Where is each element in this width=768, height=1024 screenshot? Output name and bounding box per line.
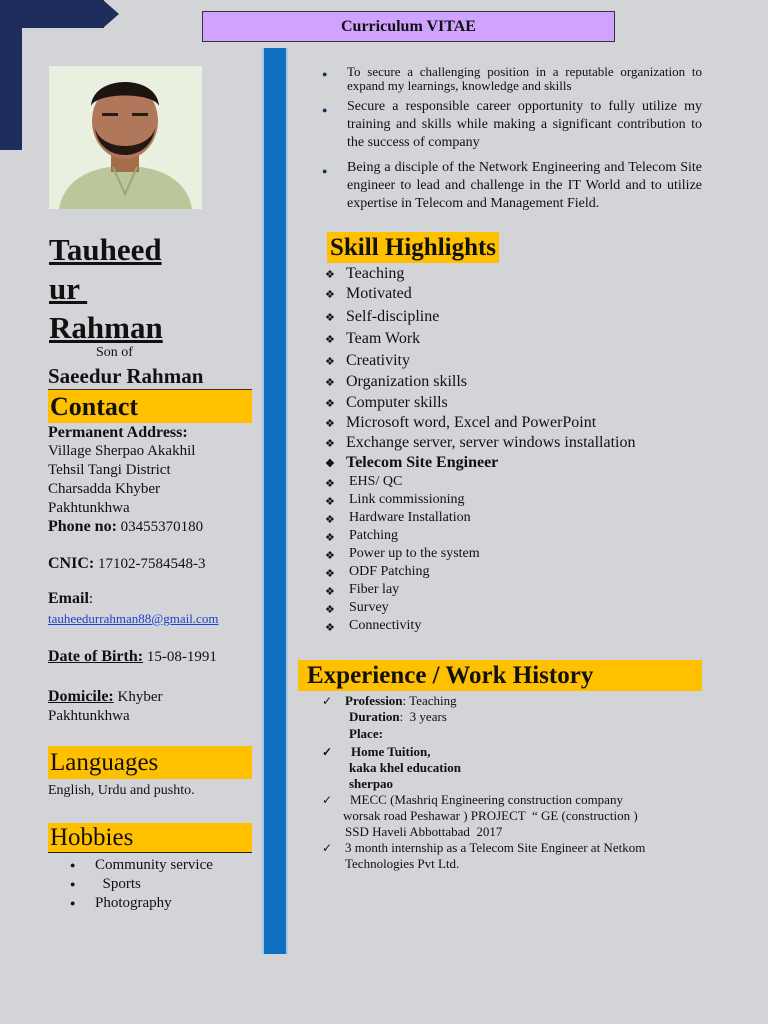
- address-line: Pakhtunkhwa: [48, 500, 130, 516]
- telecom-skill-item: ❖ Survey: [325, 600, 636, 618]
- address-line: Tehsil Tangi District: [48, 462, 171, 478]
- telecom-skill-item: ❖ ODF Patching: [325, 564, 636, 582]
- skill-item: ❖ Motivated: [325, 285, 636, 308]
- corner-arrow-tip: [103, 0, 119, 28]
- skill-item: ❖ Microsoft word, Excel and PowerPoint: [325, 414, 636, 434]
- vertical-divider: [262, 48, 288, 954]
- skill-item: ❖ Creativity: [325, 352, 636, 373]
- skill-item: ❖ Self-discipline: [325, 308, 636, 330]
- address-line: Charsadda Khyber: [48, 481, 161, 497]
- address-block: [48, 423, 195, 518]
- name-line-1: Tauheed: [49, 232, 162, 267]
- telecom-skill-item: ❖ Fiber lay: [325, 582, 636, 600]
- experience-heading: Experience / Work History: [298, 660, 702, 691]
- telecom-heading: ❖ Telecom Site Engineer: [325, 454, 636, 474]
- hobby-item: ● Sports: [70, 875, 213, 894]
- hobbies-heading: Hobbies: [48, 823, 252, 853]
- duration-label: Duration: [349, 709, 400, 724]
- telecom-skill-item: ❖ EHS/ QC: [325, 474, 636, 492]
- name-line-3: Rahman: [49, 310, 163, 345]
- name-line-2: ur: [49, 271, 88, 306]
- cnic-value: 17102-7584548-3: [94, 556, 206, 572]
- address-label: Permanent Address:: [48, 424, 188, 441]
- hobby-item: ● Photography: [70, 894, 213, 913]
- objective-item: ● To secure a challenging position in a reputable organization to expand my learnings, knowledge and skills: [322, 64, 702, 93]
- experience-item-teaching: [322, 693, 702, 742]
- contact-heading: Contact: [48, 390, 252, 423]
- telecom-skill-item: ❖ Connectivity: [325, 618, 636, 636]
- objectives-list: [322, 64, 702, 213]
- tuition-line: ✓ Home Tuition,: [351, 744, 431, 759]
- cnic-row: [48, 554, 205, 574]
- domicile-block: [48, 687, 163, 726]
- corner-decoration-horizontal: [0, 0, 104, 28]
- experience-list: [322, 693, 702, 872]
- mecc-line: SSD Haveli Abbottabad 2017: [345, 824, 503, 839]
- telecom-skill-item: ❖ Link commissioning: [325, 492, 636, 510]
- skill-item: ❖ Team Work: [325, 330, 636, 352]
- address-line: Village Sherpao Akakhil: [48, 443, 196, 459]
- dob-row: [48, 647, 217, 667]
- languages-text: English, Urdu and pushto.: [48, 783, 195, 798]
- profession-value: : Teaching: [402, 693, 457, 708]
- phone-row: [48, 517, 203, 537]
- place-label: Place:: [349, 726, 383, 741]
- phone-label: Phone no:: [48, 518, 117, 535]
- cnic-label: CNIC:: [48, 555, 95, 572]
- objective-item: ● Being a disciple of the Network Engineering and Telecom Site engineer to lead and challenge in the IT World and to utilize expertise in Telecom and Management Field.: [322, 159, 702, 213]
- email-link[interactable]: tauheedurrahman88@gmail.com: [48, 611, 219, 626]
- skill-item: ❖ Teaching: [325, 265, 636, 285]
- hobbies-list: [70, 856, 213, 913]
- profession-label: Profession: [345, 693, 403, 708]
- skills-heading: Skill Highlights: [327, 232, 499, 263]
- intern-line: Technologies Pvt Ltd.: [345, 856, 460, 871]
- experience-item-mecc: [322, 792, 702, 840]
- dob-label: Date of Birth:: [48, 648, 144, 665]
- skill-item: ❖ Organization skills: [325, 373, 636, 394]
- domicile-label: Domicile:: [48, 688, 114, 705]
- hobby-item: ● Community service: [70, 856, 213, 875]
- email-label: Email: [48, 590, 89, 607]
- languages-heading: Languages: [48, 746, 252, 779]
- tuition-line: kaka khel education: [349, 760, 461, 775]
- duration-value: : 3 years: [399, 709, 447, 724]
- candidate-name: [49, 230, 163, 347]
- mecc-line: worsak road Peshawar ) PROJECT “ GE (construction ): [343, 808, 638, 823]
- email-block: [48, 589, 218, 629]
- experience-item-tuition: [322, 744, 702, 792]
- domicile-value: Khyber: [113, 689, 163, 705]
- cv-title: Curriculum VITAE: [202, 11, 615, 42]
- mecc-line: ✓ MECC (Mashriq Engineering construction company: [350, 792, 623, 807]
- email-colon: :: [88, 591, 94, 607]
- objective-item: ● Secure a responsible career opportunity to fully utilize my training and skills while making a significant contribution to the success of company: [322, 98, 702, 152]
- telecom-skill-item: ❖ Power up to the system: [325, 546, 636, 564]
- telecom-skill-item: ❖ Hardware Installation: [325, 510, 636, 528]
- son-of-label: Son of: [96, 345, 133, 360]
- profile-photo: [49, 66, 202, 209]
- experience-item-internship: [322, 840, 702, 872]
- skill-item: ❖ Computer skills: [325, 394, 636, 414]
- dob-value: 15-08-1991: [143, 649, 217, 665]
- father-name: Saeedur Rahman: [48, 364, 204, 388]
- telecom-skill-item: ❖ Patching: [325, 528, 636, 546]
- intern-line: ✓ 3 month internship as a Telecom Site Engineer at Netkom: [345, 840, 646, 855]
- domicile-line-2: Pakhtunkhwa: [48, 708, 130, 724]
- phone-value: 03455370180: [116, 519, 204, 535]
- skill-item: ❖ Exchange server, server windows installation: [325, 434, 636, 454]
- skills-list: [325, 265, 636, 636]
- tuition-line: sherpao: [349, 776, 394, 791]
